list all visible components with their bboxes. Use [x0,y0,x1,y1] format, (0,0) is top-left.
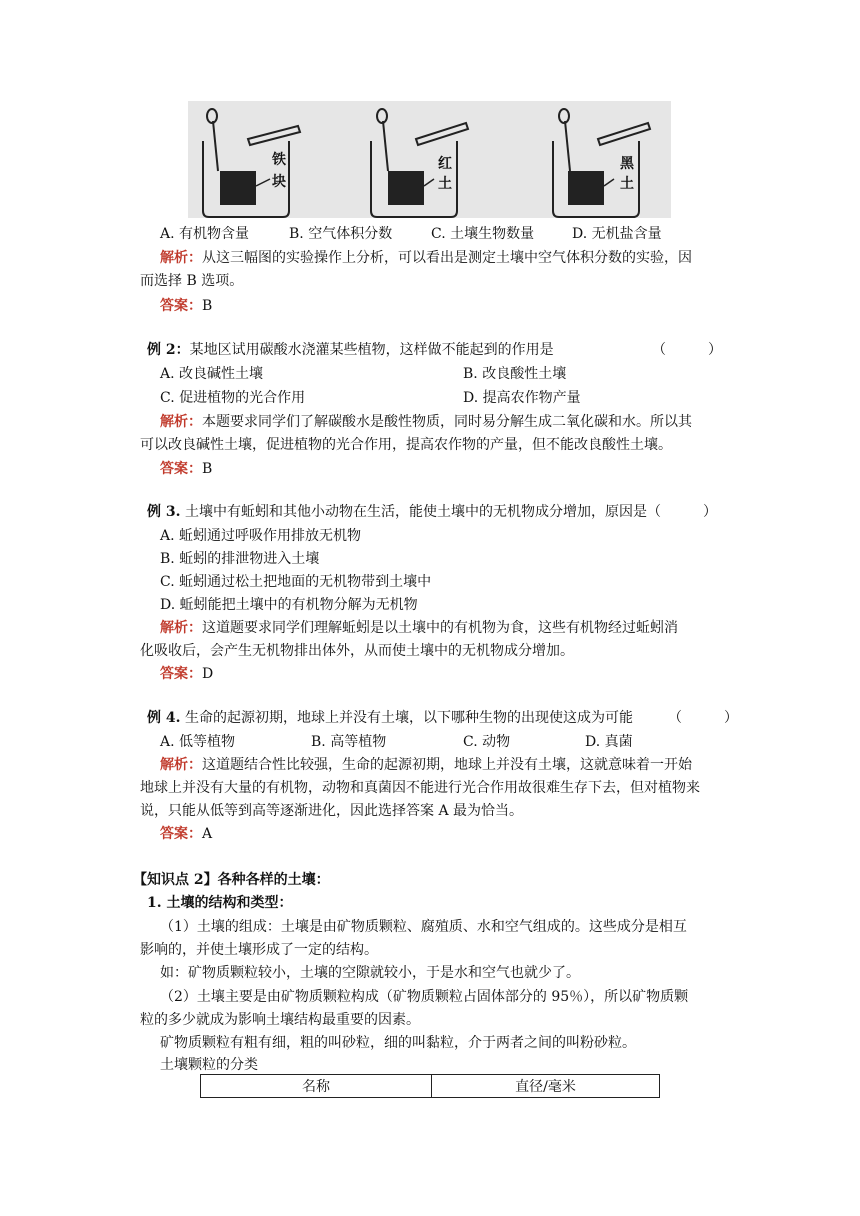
ex3-option-c: C. 蚯蚓通过松土把地面的无机物带到土壤中 [160,574,432,590]
ex3-analysis-line1: 解析：这道题要求同学们理解蚯蚓是以土壤中的有机物为食，这些有机物经过蚯蚓消 [160,620,678,636]
table-caption: 土壤颗粒的分类 [160,1057,258,1073]
paragraph-3-line2: 粒的多少就成为影响土壤结构最重要的因素。 [140,1012,420,1028]
section-heading: 【知识点 2】各种各样的土壤： [133,872,330,888]
ex3-option-a: A. 蚯蚓通过呼吸作用排放无机物 [160,528,362,544]
paragraph-3-line1: （2）土壤主要是由矿物质颗粒构成（矿物质颗粒占固体部分的 95％），所以矿物质颗 [160,989,689,1005]
ex2-option-c: C. 促进植物的光合作用 [160,390,306,406]
table-header-row [201,1075,660,1098]
ex4-analysis-line1: 解析：这道题结合性比较强，生命的起源初期，地球上并没有土壤，这就意味着一开始 [160,757,692,773]
ex1-option-c: C. 土壤生物数量 [431,226,535,242]
iron-block [220,171,256,205]
ex1-option-d: D. 无机盐含量 [572,226,662,242]
ex2-analysis-line1: 解析：本题要求同学们了解碳酸水是酸性物质，同时易分解生成二氧化碳和水。所以其 [160,414,692,430]
figure-label-1b: 块 [272,174,286,190]
ex2-option-a: A. 改良碱性土壤 [160,366,264,382]
red-soil-block [388,171,424,205]
ex1-option-b: B. 空气体积分数 [289,226,393,242]
experiment-figure [188,101,671,218]
ex2-analysis-line2: 可以改良碱性土壤，促进植物的光合作用，提高农作物的产量，但不能改良酸性土壤。 [140,437,672,453]
ex2-option-d: D. 提高农作物产量 [463,390,581,406]
black-soil-block [568,171,604,205]
paragraph-1-line2: 影响的，并使土壤形成了一定的结构。 [140,942,378,958]
ex3-answer: 答案：D [160,666,214,682]
table-header-name: 名称 [201,1075,432,1098]
figure-label-3b: 土 [620,176,634,192]
ex4-option-d: D. 真菌 [585,734,633,750]
ex4-option-c: C. 动物 [463,734,511,750]
ex3-analysis-line2: 化吸收后，会产生无机物排出体外，从而使土壤中的无机物成分增加。 [140,643,574,659]
paragraph-1-line1: （1）土壤的组成：土壤是由矿物质颗粒、腐殖质、水和空气组成的。这些成分是相互 [160,919,687,935]
ex4-option-a: A. 低等植物 [160,734,236,750]
figure-label-1a: 铁 [272,152,286,168]
section-subheading: 1. 土壤的结构和类型： [147,895,293,911]
ex4-option-b: B. 高等植物 [311,734,387,750]
ex2-bracket: （ ） [652,342,722,358]
ex4-analysis-line3: 说，只能从低等到高等逐渐进化，因此选择答案 A 最为恰当。 [140,803,524,819]
ex4-answer: 答案：A [160,826,213,842]
paragraph-2: 如：矿物质颗粒较小，土壤的空隙就较小，于是水和空气也就少了。 [160,965,580,981]
ex3-question: 例 3. 土壤中有蚯蚓和其他小动物在生活，能使土壤中的无机物成分增加，原因是（ ） [147,504,717,520]
ex1-answer: 答案：B [160,298,213,314]
table-header-diameter: 直径/毫米 [432,1075,660,1098]
soil-particle-table [200,1074,660,1098]
ex2-option-b: B. 改良酸性土壤 [463,366,567,382]
ex1-option-a: A. 有机物含量 [160,226,250,242]
ex1-analysis-label: 解析： [160,250,202,266]
ex4-bracket: （ ） [668,710,738,726]
ex4-analysis-line2: 地球上并没有大量的有机物，动物和真菌因不能进行光合作用故很难生存下去，但对植物来 [140,780,700,796]
paragraph-4: 矿物质颗粒有粗有细，粗的叫砂粒，细的叫黏粒，介于两者之间的叫粉砂粒。 [160,1035,636,1051]
figure-label-2a: 红 [438,156,452,172]
beaker-illustration [188,101,671,218]
ex4-question: 例 4. 生命的起源初期，地球上并没有土壤，以下哪种生物的出现使这成为可能 [147,710,633,726]
ex1-analysis-line2: 而选择 B 选项。 [140,273,244,289]
ex2-question: 例 2：某地区试用碳酸水浇灌某些植物，这样做不能起到的作用是 [147,342,554,358]
figure-label-3a: 黑 [620,156,634,172]
ex1-analysis-line1: 解析：从这三幅图的实验操作上分析，可以看出是测定土壤中空气体积分数的实验，因 [160,250,692,266]
ex3-option-b: B. 蚯蚓的排泄物进入土壤 [160,551,320,567]
ex2-answer: 答案：B [160,461,213,477]
ex3-option-d: D. 蚯蚓能把土壤中的有机物分解为无机物 [160,597,418,613]
figure-label-2b: 土 [438,176,452,192]
